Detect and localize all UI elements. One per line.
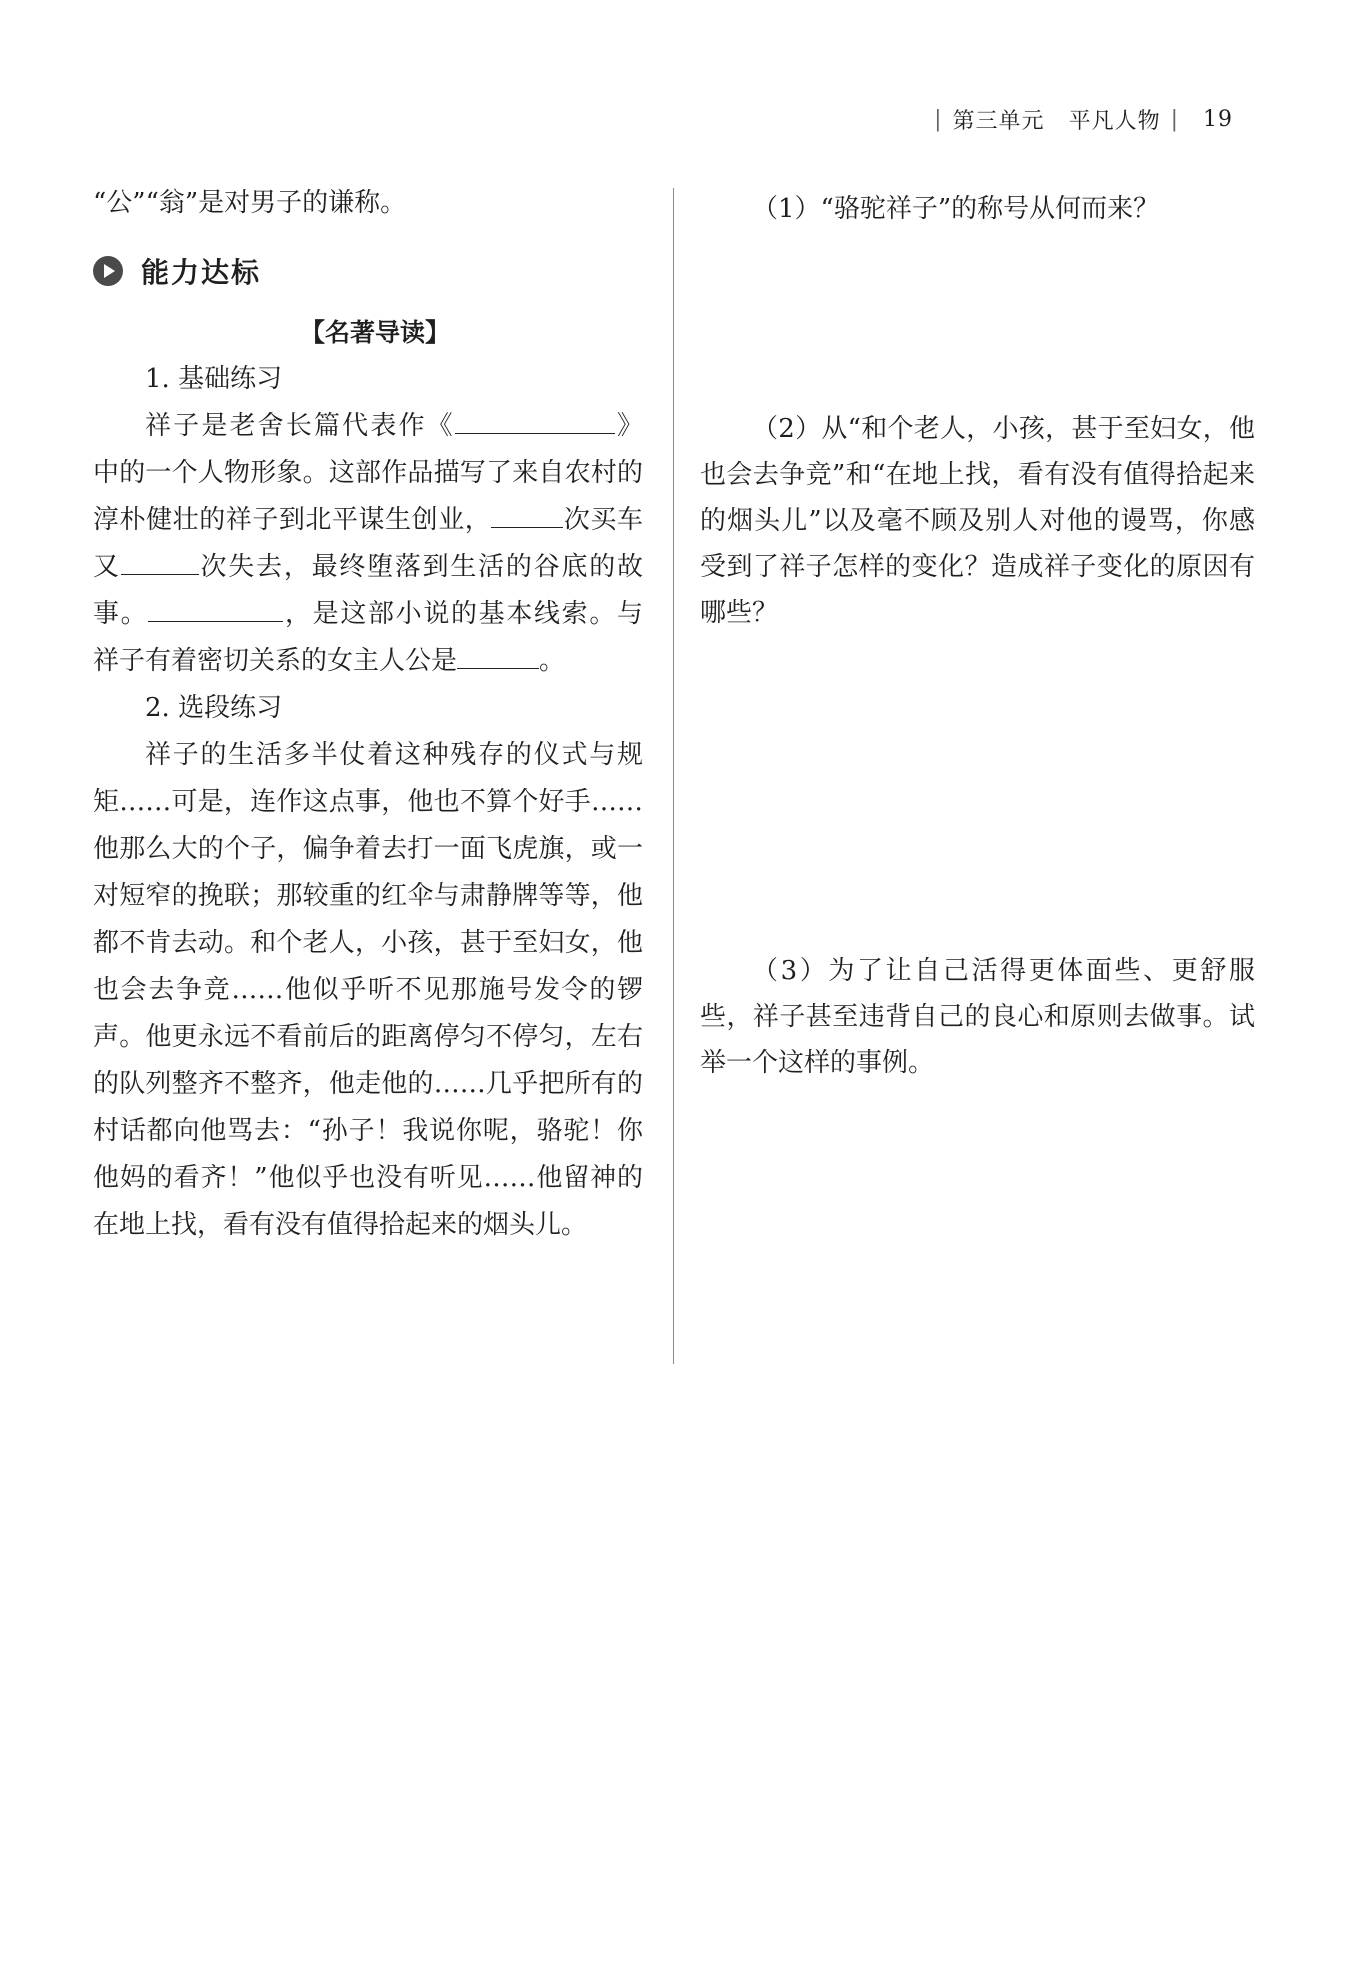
column-divider: [673, 188, 674, 1364]
subheading: 【名著导读】: [299, 318, 450, 347]
answer-blank[interactable]: [455, 407, 615, 434]
fill-text: 次买车又: [93, 505, 643, 582]
answer-blank[interactable]: [457, 642, 539, 669]
question-3: （3）为了让自己活得更体面些、更舒服些，祥子甚至违背自己的良心和原则去做事。试举一个这样的事例。: [700, 956, 1255, 1078]
page-number: 19: [1203, 107, 1233, 132]
right-column: [700, 186, 1255, 1086]
passage-text: 祥子的生活多半仗着这种残存的仪式与规矩……可是，连作这点事，他也不算个好手……他那么大的个子，偏争着去打一面飞虎旗，或一对短窄的挽联；那较重的红伞与肃静牌等等，他都不肯去动。和个老人，小孩，甚于至妇女，他也会去争竞……他似乎听不见那施号发令的锣声。他更永远不看前后的距离停匀不停匀，左右的队列整齐不整齐，他走他的……几乎把所有的村话都向他骂去：“孙子！我说你呢，骆驼！你他妈的看齐！”他似乎也没有听见……他留神的在地上找，看有没有值得拾起来的烟头儿。: [93, 740, 643, 1240]
fill-text: 次失去，最终堕落到生活的谷底的故事。: [93, 552, 643, 629]
section-title: 能力达标: [141, 256, 262, 289]
fill-text: 祥子是老舍长篇代表作《: [145, 411, 455, 441]
section-heading: [93, 251, 643, 291]
fill-text: ，是这部小说的基本线索。与祥子有着密切关系的女主人公是: [93, 599, 643, 676]
fill-text: 》中的一个人物形象。这部作品描写了来自农村的淳朴健壮的祥子到北平谋生创业，: [93, 411, 643, 535]
question-1: （1）“骆驼祥子”的称号从何而来？: [752, 194, 1160, 224]
left-column: [93, 180, 643, 1249]
answer-blank[interactable]: [121, 548, 199, 575]
intro-text: “公”“翁”是对男子的谦称。: [93, 188, 407, 218]
answer-blank[interactable]: [491, 501, 563, 528]
header-separator: |: [1170, 107, 1179, 132]
header-separator: |: [934, 107, 943, 132]
question-2: （2）从“和个老人，小孩，甚于至妇女，他也会去争竞”和“在地上找，看有没有值得拾起来的烟头儿”以及毫不顾及别人对他的谩骂，你感受到了祥子怎样的变化？造成祥子变化的原因有哪些？: [700, 414, 1255, 628]
unit-label: 第三单元: [952, 109, 1045, 134]
answer-blank[interactable]: [148, 595, 283, 622]
page-header: [934, 104, 1233, 135]
item2-label: 2. 选段练习: [145, 693, 283, 723]
item1-label: 1. 基础练习: [145, 364, 283, 394]
fill-text: 。: [539, 646, 566, 676]
fill-in-paragraph: [93, 403, 643, 685]
unit-title: 平凡人物: [1068, 109, 1161, 134]
play-icon: [93, 256, 123, 286]
